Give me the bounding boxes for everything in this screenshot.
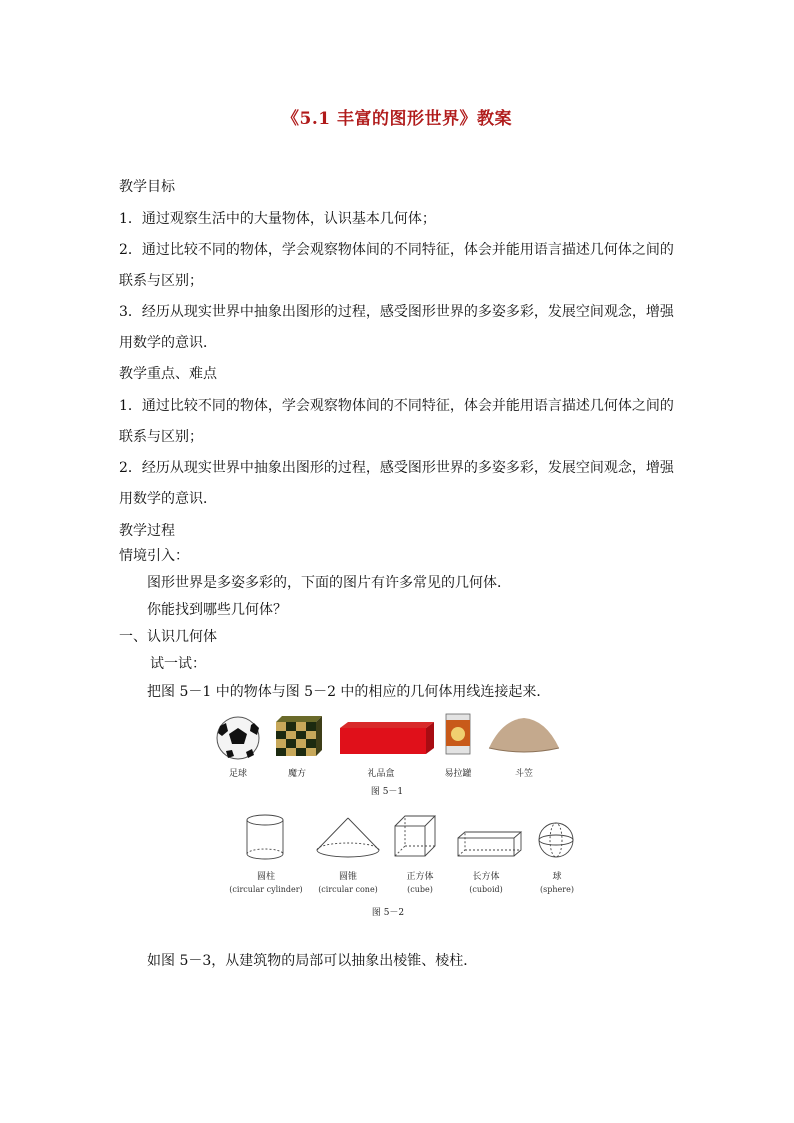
try-label: 试一试： — [150, 656, 206, 672]
process-heading: 教学过程 — [119, 523, 175, 539]
goals-heading: 教学目标 — [119, 179, 175, 195]
label-straw-hat: 斗笠 — [514, 769, 533, 779]
keys-heading: 教学重点、难点 — [119, 366, 217, 382]
soccer-ball-image — [217, 717, 259, 759]
key-item-1-line-1: 1．通过比较不同的物体，学会观察物体间的不同特征，体会并能用语言描述几何体之间的 — [119, 398, 674, 414]
figure-5-1-caption: 图 5－1 — [370, 787, 404, 797]
label-cone: 圆锥 — [338, 872, 357, 882]
intro-label: 情境引入： — [119, 548, 189, 564]
figure-5-2-caption: 图 5－2 — [371, 908, 405, 918]
label-cuboid: 长方体 — [472, 872, 500, 882]
label-rubik-cube: 魔方 — [287, 769, 306, 779]
cylinder-shape — [247, 815, 283, 859]
soda-can-image — [446, 714, 470, 754]
gift-box-image — [340, 722, 434, 754]
goal-item-3-line-2: 用数学的意识． — [119, 335, 217, 351]
section-heading-1: 一、认识几何体 — [119, 629, 217, 645]
goal-item-3-line-1: 3．经历从现实世界中抽象出图形的过程，感受图形世界的多姿多彩，发展空间观念，增强 — [119, 304, 674, 320]
figure-5-3-text: 如图 5－3，从建筑物的局部可以抽象出棱锥、棱柱． — [147, 953, 478, 969]
label-soccer-ball: 足球 — [228, 769, 247, 779]
key-item-2-line-2: 用数学的意识． — [119, 491, 217, 507]
label-soda-can: 易拉罐 — [444, 769, 472, 779]
label-gift-box: 礼品盒 — [367, 769, 395, 779]
task-text: 把图 5－1 中的物体与图 5－2 中的相应的几何体用线连接起来． — [147, 684, 551, 700]
label-sphere: 球 — [552, 872, 562, 882]
label-cube: 正方体 — [406, 872, 434, 882]
document-title: 《5.1 丰富的图形世界》教案 — [282, 109, 512, 129]
straw-hat-image — [489, 718, 559, 752]
sphere-shape — [539, 823, 573, 857]
figure-5-2-shapes — [225, 810, 585, 866]
key-item-2-line-1: 2．经历从现实世界中抽象出图形的过程，感受图形世界的多姿多彩，发展空间观念，增强 — [119, 460, 674, 476]
sublabel-sphere: (sphere) — [540, 885, 574, 894]
goal-item-2-line-1: 2．通过比较不同的物体，学会观察物体间的不同特征，体会并能用语言描述几何体之间的 — [119, 242, 674, 258]
cuboid-shape — [458, 832, 521, 856]
intro-paragraph-2: 你能找到哪些几何体？ — [147, 602, 287, 618]
rubik-cube-image — [276, 716, 322, 756]
sublabel-cube: (cube) — [407, 885, 433, 894]
figure-5-1-images — [210, 706, 570, 766]
sublabel-cone: (circular cone) — [318, 885, 378, 894]
sublabel-cylinder: (circular cylinder) — [229, 885, 303, 894]
intro-paragraph-1: 图形世界是多姿多彩的，下面的图片有许多常见的几何体． — [147, 575, 511, 591]
sublabel-cuboid: (cuboid) — [469, 885, 503, 894]
cube-shape — [395, 816, 435, 856]
key-item-1-line-2: 联系与区别； — [119, 429, 203, 445]
cone-shape — [317, 818, 379, 857]
label-cylinder: 圆柱 — [256, 872, 275, 882]
goal-item-2-line-2: 联系与区别； — [119, 273, 203, 289]
goal-item-1: 1．通过观察生活中的大量物体，认识基本几何体； — [119, 211, 436, 227]
